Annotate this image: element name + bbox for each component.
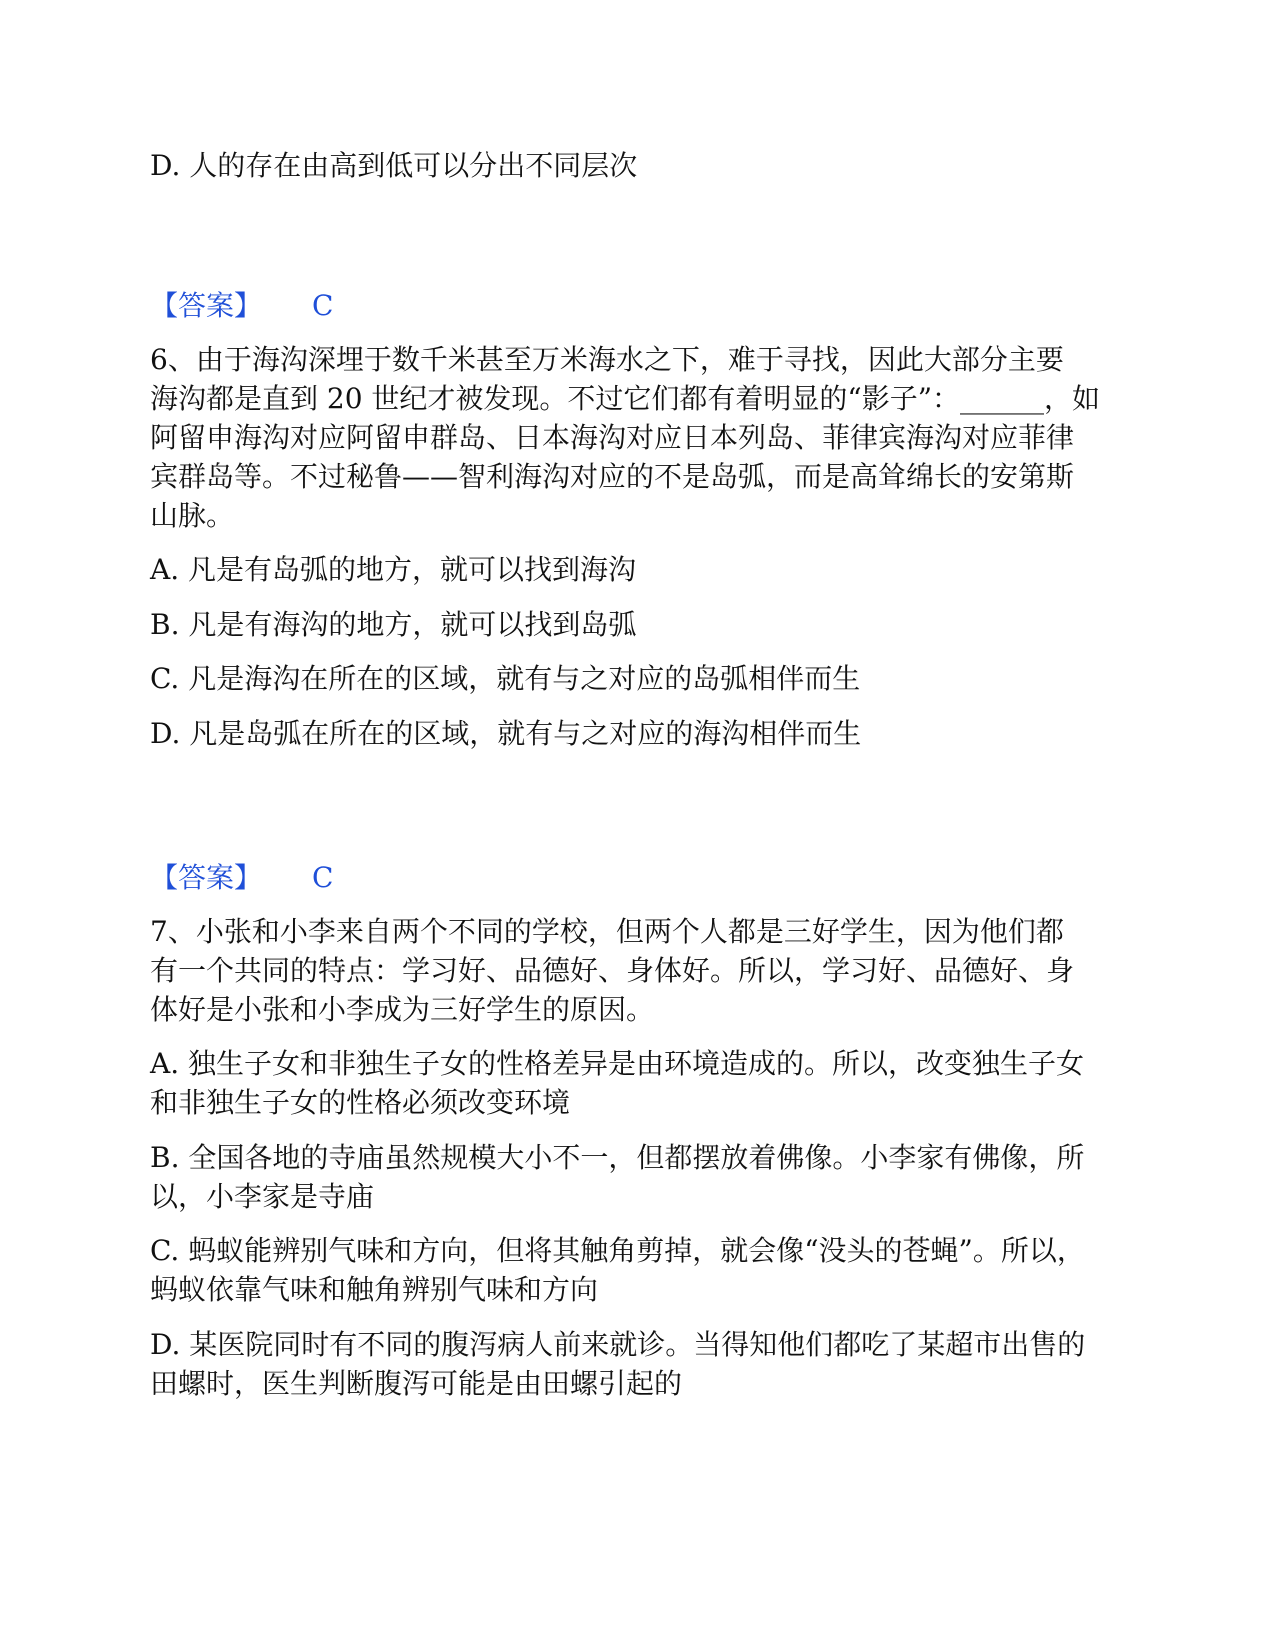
q7-option-b-line: B. 全国各地的寺庙虽然规模大小不一，但都摆放着佛像。小李家有佛像，所: [150, 1141, 1085, 1174]
answer-tag: 【答案】: [150, 861, 263, 894]
q7-option-c-line: C. 蚂蚁能辨别气味和方向，但将其触角剪掉，就会像“没头的苍蝇”。所以，: [150, 1234, 1085, 1267]
q6-stem-line: 山脉。: [150, 499, 235, 532]
q5-option-d: D. 人的存在由高到低可以分出不同层次: [150, 149, 638, 182]
q6-option-b: B. 凡是有海沟的地方，就可以找到岛弧: [150, 608, 637, 641]
q7-option-a-line: 和非独生子女的性格必须改变环境: [150, 1086, 571, 1119]
answer-tag: 【答案】: [150, 289, 263, 322]
answer-block-1: [150, 286, 333, 326]
q7-option-c-line: 蚂蚁依靠气味和触角辨别气味和方向: [150, 1273, 599, 1306]
q6-option-d: D. 凡是岛弧在所在的区域，就有与之对应的海沟相伴而生: [150, 717, 862, 750]
answer-block-2: [150, 858, 333, 898]
q6-stem-line: 6、由于海沟深埋于数千米甚至万米海水之下，难于寻找，因此大部分主要: [150, 343, 1064, 376]
q7-stem-line: 7、小张和小李来自两个不同的学校，但两个人都是三好学生，因为他们都: [150, 915, 1064, 948]
q7-option-a-line: A. 独生子女和非独生子女的性格差异是由环境造成的。所以，改变独生子女: [150, 1047, 1085, 1080]
q6-stem-line: 宾群岛等。不过秘鲁——智利海沟对应的不是岛弧，而是高耸绵长的安第斯: [150, 460, 1075, 493]
answer-value: C: [312, 289, 334, 322]
q6-option-c: C. 凡是海沟在所在的区域，就有与之对应的岛弧相伴而生: [150, 662, 861, 695]
q7-stem-line: 体好是小张和小李成为三好学生的原因。: [150, 993, 655, 1026]
q6-option-a: A. 凡是有岛弧的地方，就可以找到海沟: [150, 553, 637, 586]
answer-value: C: [312, 861, 334, 894]
q7-stem-line: 有一个共同的特点：学习好、品德好、身体好。所以，学习好、品德好、身: [150, 954, 1075, 987]
q7-option-b-line: 以，小李家是寺庙: [150, 1180, 375, 1213]
q6-stem-line: 阿留申海沟对应阿留申群岛、日本海沟对应日本列岛、菲律宾海沟对应菲律: [150, 421, 1075, 454]
q7-option-d-line: 田螺时，医生判断腹泻可能是由田螺引起的: [150, 1367, 683, 1400]
q7-option-d-line: D. 某医院同时有不同的腹泻病人前来就诊。当得知他们都吃了某超市出售的: [150, 1328, 1086, 1361]
q6-stem-line: 海沟都是直到 20 世纪才被发现。不过它们都有着明显的“影子”：______，如: [150, 382, 1101, 415]
